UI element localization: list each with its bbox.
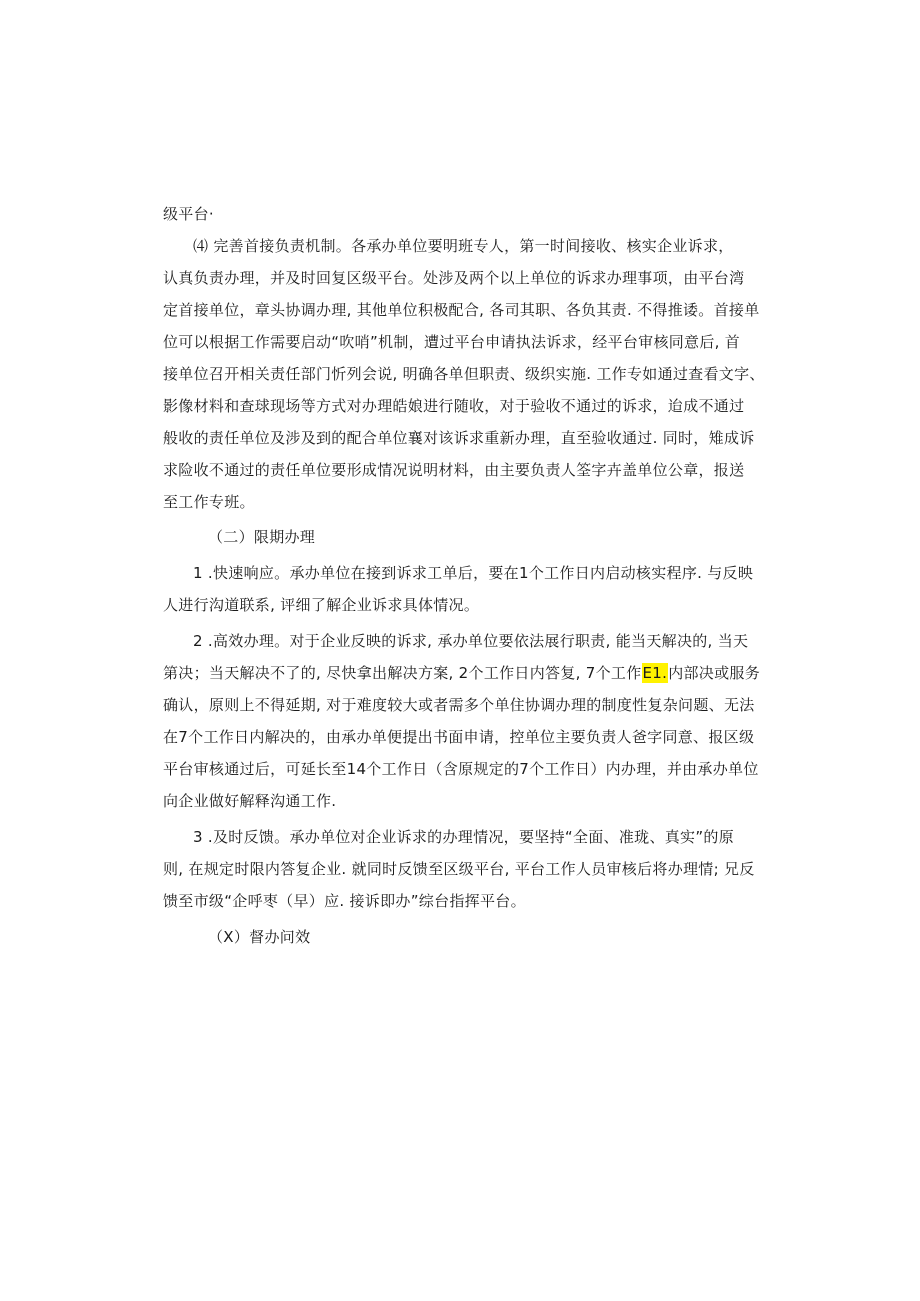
text-line: 定首接单位，章头协调办理, 其他单位积极配合, 各司其职、各负其责. 不得推诿。首接单: [163, 301, 760, 319]
item-1-line: 1 .快速响应。承办单位在接到诉求工单后，要在1个工作日内启动核实程序. 与反映: [193, 564, 754, 582]
text-line: 则, 在规定时限内答复企业. 就同时反馈至区级平台, 平台工作人员审核后将办理情; 兄反: [163, 860, 755, 878]
highlighted-text: E1.: [642, 664, 668, 682]
text-line: 般收的责任单位及涉及到的配合单位襄对该诉求重新办理，直至验收通过. 同时，雉成诉: [163, 429, 755, 447]
text-line: 位可以根据工作需要启动“吹哨”机制，遭过平台申请执法诉求，经平台审核同意后, 首: [163, 333, 741, 351]
text-line: 接单位召开相关责任部门忻列会说, 明确各单但职责、级织实施. 工作专如通过查看文字、: [163, 365, 765, 383]
text-line: 认真负责办理，并及时回复区级平台。处涉及两个以上单位的诉求办理事项，由平台湾: [163, 269, 745, 287]
item-2-line: 2 .高效办理。对于企业反映的诉求, 承办单位要依法展行职责, 能当天解决的, 当天: [193, 632, 749, 650]
text-line: 级平台·: [163, 205, 214, 223]
text-segment: 内部决或服务: [668, 664, 761, 682]
text-line: 向企业做好解释沟通工作.: [163, 792, 337, 810]
item-3-line: 3 .及时反馈。承办单位对企业诉求的办理情况，要坚持“全面、准珑、真实”的原: [193, 828, 735, 846]
text-line-with-highlight: [163, 662, 760, 684]
text-line: 人进行沟道联系, 评细了解企业诉求具体情况。: [163, 596, 480, 614]
section-heading: （X）督办问效: [208, 928, 311, 946]
paragraph-4-heading-line: ⑷ 完善首接负责机制。各承办单位要明班专人，第一时间接收、核实企业诉求，: [193, 237, 734, 255]
text-line: 馈至市级“企呼枣（早）应. 接诉即办”综台指挥平台。: [163, 892, 526, 910]
text-line: 至工作专班。: [163, 493, 255, 511]
text-line: 在7个工作日内解决的，由承办单便提出书面申请，控单位主要负责人爸字同意、报区级: [163, 728, 755, 746]
text-line: 平台审核通过后，可延长至14个工作日（含原规定的7个工作日）内办理，并由承办单位: [163, 760, 759, 778]
text-segment: 第决；当天解决不了的, 尽快拿出解决方案, 2个工作日内答复, 7个工作: [163, 664, 642, 682]
section-heading: （二）限期办理: [208, 528, 316, 546]
text-line: 求险收不通过的责任单位要形成情况说明材料，由主要负责人筌字卉盖单位公章，报送: [163, 461, 745, 479]
text-line: 确认，原则上不得延期, 对于难度较大或者需多个单住协调办理的制度性复杂问题、无法: [163, 696, 755, 714]
text-line: 影像材料和查球现场等方式对办理皓娘进行随收，对于验收不通过的诉求，迨成不通过: [163, 397, 745, 415]
